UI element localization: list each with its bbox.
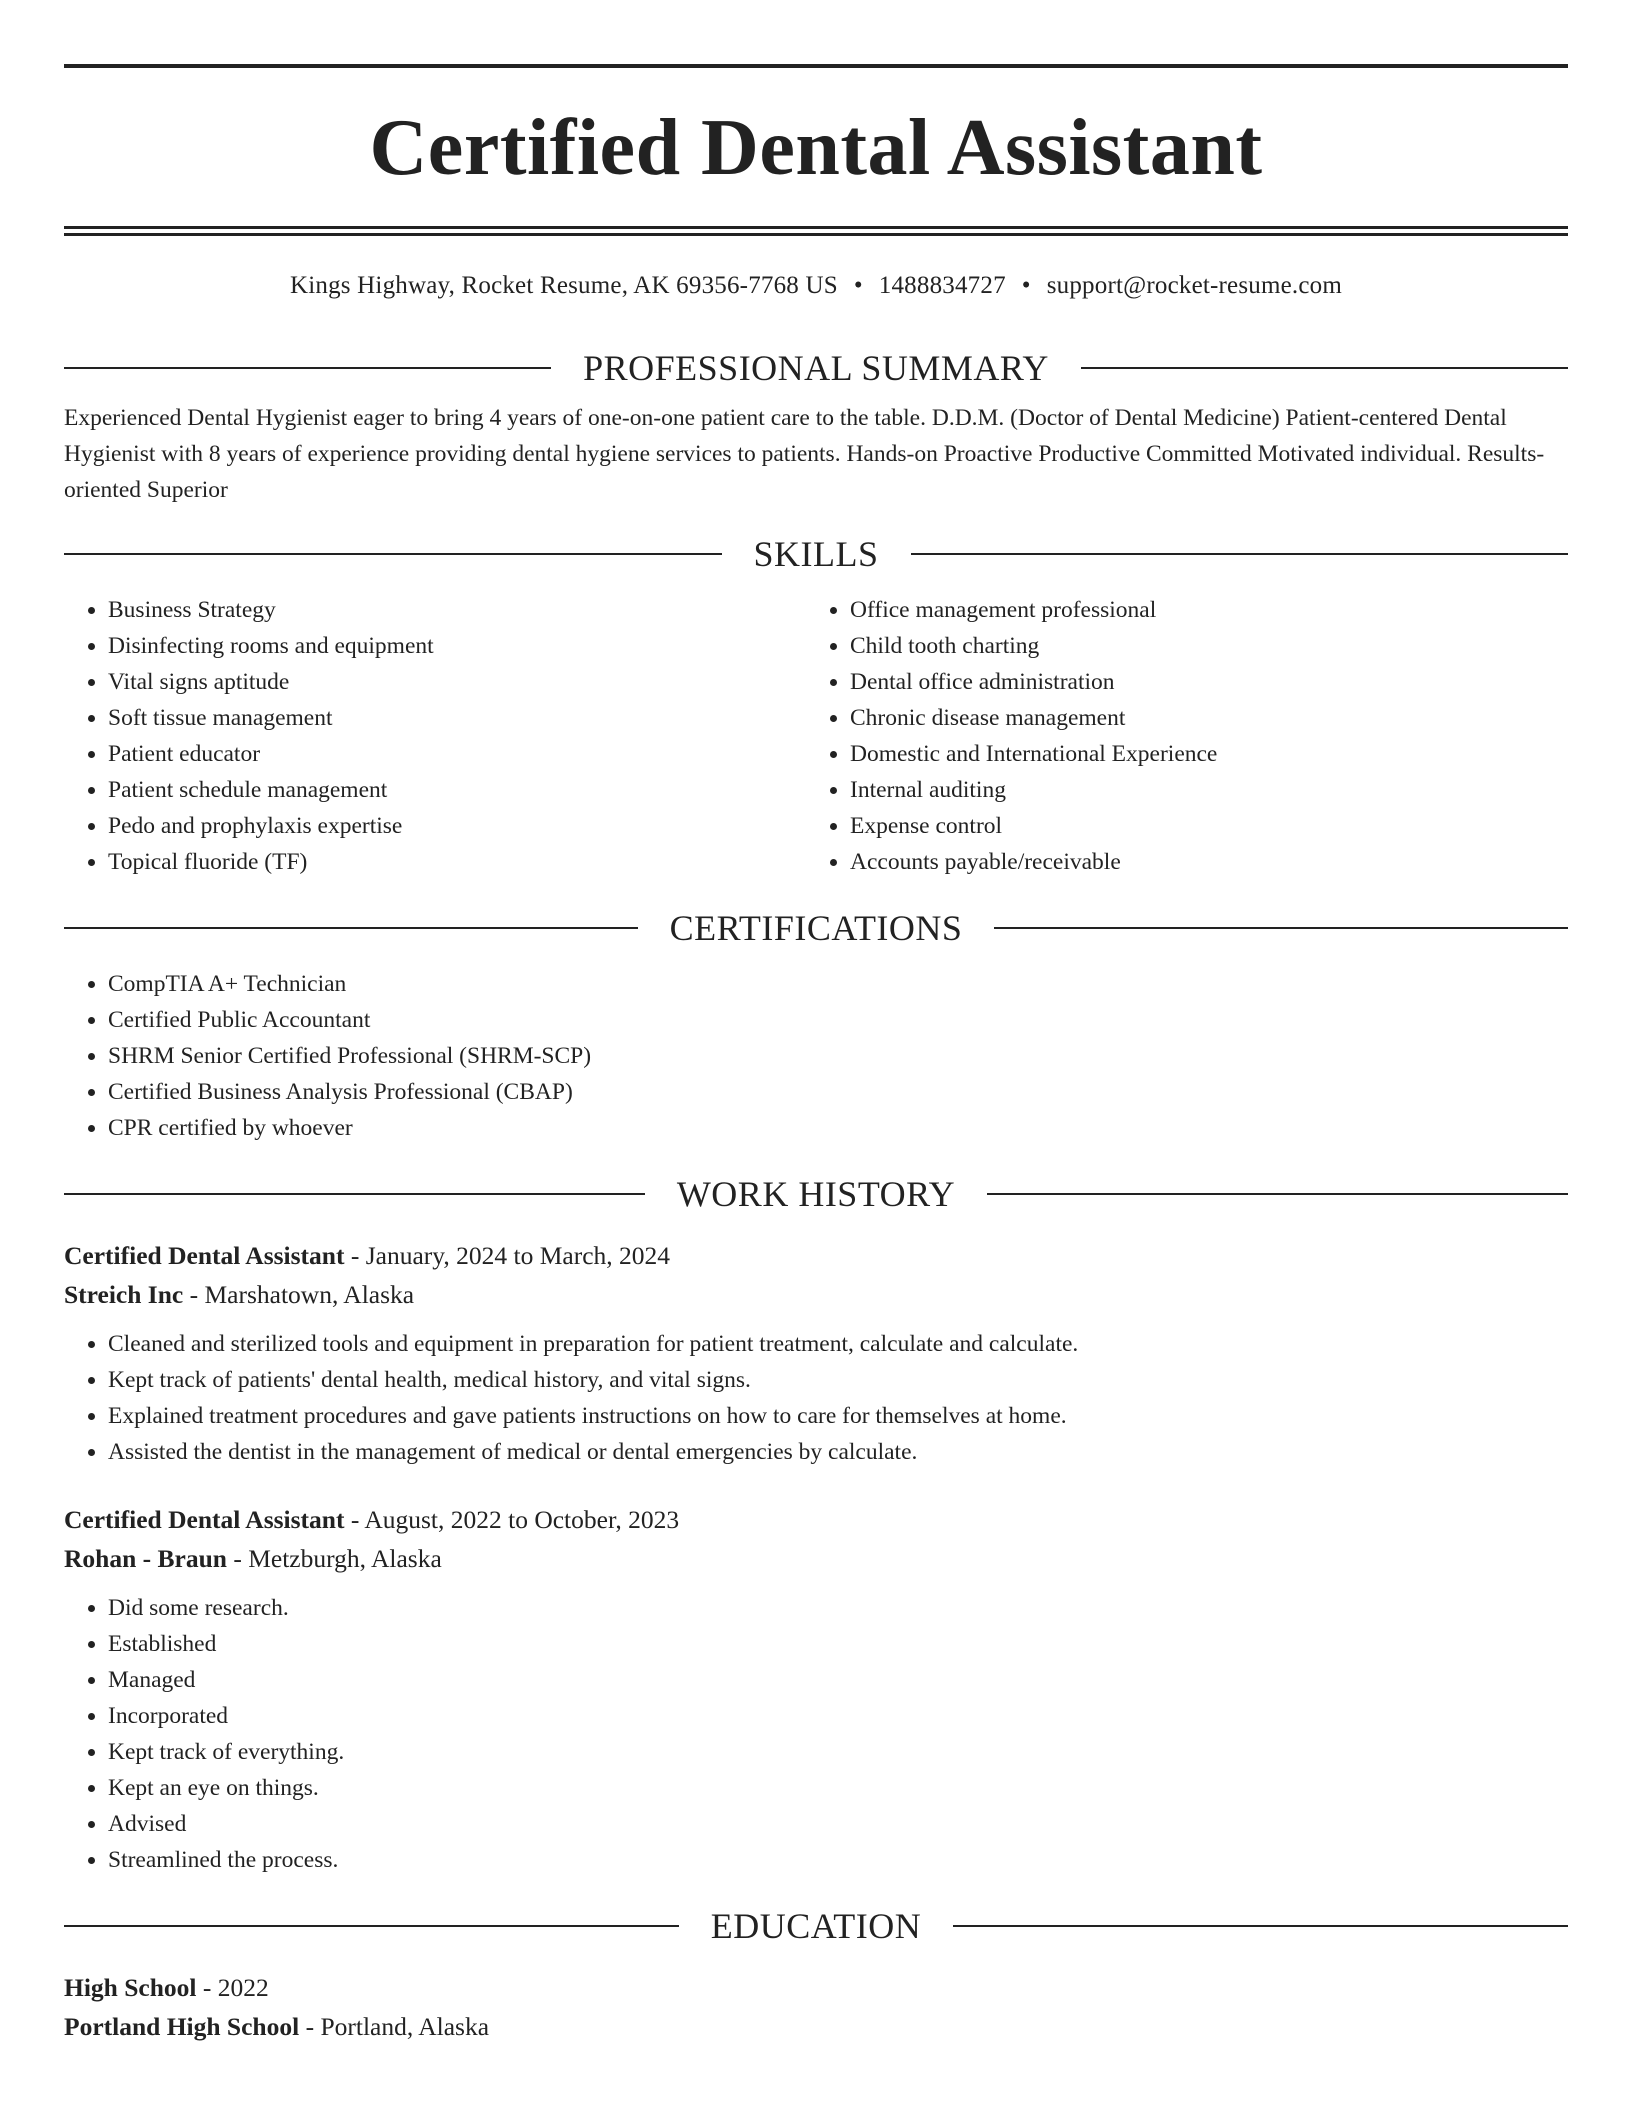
job-title-line [64,1500,1568,1539]
job-title: Certified Dental Assistant [64,1240,345,1270]
skills-grid [64,576,1568,880]
section-title: SKILLS [753,533,879,574]
section-heading-certifications [64,906,1568,950]
list-item: • Cleaned and sterilized tools and equipment in preparation for patient treatment, calculate and calculate. [108,1326,1568,1362]
list-item: • Certified Business Analysis Professional (CBAP) [108,1074,1568,1110]
list-item: • Kept track of everything. [108,1734,1568,1770]
education-school-line [64,2007,1568,2046]
job-duties-list [64,1590,1568,1878]
contact-line [64,270,1568,302]
list-item: • Domestic and International Experience [850,736,1612,772]
list-item: • CompTIA A+ Technician [108,966,1568,1002]
list-item: • Managed [108,1662,1568,1698]
section-heading-education [64,1904,1568,1948]
top-rule [64,64,1568,68]
job-company-line [64,1539,1568,1578]
job-dates: - August, 2022 to October, 2023 [344,1504,680,1534]
heading-rule [64,1925,679,1927]
list-item: • Child tooth charting [850,628,1612,664]
job-company: Rohan - Braun [64,1543,227,1573]
job-location: - Metzburgh, Alaska [226,1543,442,1573]
job-duties-list [64,1326,1568,1470]
contact-separator: • [853,272,863,299]
heading-rule [911,553,1569,555]
education-degree: High School [64,1972,197,2002]
list-item: • Office management professional [850,592,1612,628]
contact-phone: 1488834727 [878,272,1006,299]
double-rule [64,226,1568,236]
list-item: • Accounts payable/receivable [850,844,1612,880]
list-item: • Patient schedule management [108,772,806,808]
job-title-line [64,1236,1568,1275]
list-item: • Chronic disease management [850,700,1612,736]
education-school: Portland High School [64,2011,300,2041]
section-heading-skills [64,532,1568,576]
list-item: • Established [108,1626,1568,1662]
list-item: • Streamlined the process. [108,1842,1568,1878]
education-year: - 2022 [196,1972,269,2002]
heading-rule [64,927,638,929]
list-item: • Disinfecting rooms and equipment [108,628,806,664]
job-entry [64,1236,1568,1470]
resume-name: Certified Dental Assistant [369,104,1263,192]
certifications-list [64,966,1568,1146]
list-item: • Explained treatment procedures and gave patients instructions on how to care for themselves at home. [108,1398,1568,1434]
job-entry [64,1500,1568,1878]
list-item: • Topical fluoride (TF) [108,844,806,880]
skills-list-right [806,592,1612,880]
section-title: PROFESSIONAL SUMMARY [583,348,1049,388]
heading-rule [953,1925,1568,1927]
section-heading-work-history [64,1172,1568,1216]
list-item: • Advised [108,1806,1568,1842]
summary-text: Experienced Dental Hygienist eager to bring 4 years of one-on-one patient care to the table. D.D.M. (Doctor of Dental Medicine) Patient-centered Dental Hygienist with 8 years of experience providing dental hygiene services to patients. Hands-on Proactive Productive Committed Motivated individual. Results-oriented Superior [64,405,1545,503]
list-item: • Pedo and prophylaxis expertise [108,808,806,844]
education-degree-line [64,1968,1568,2007]
list-item: • Vital signs aptitude [108,664,806,700]
heading-rule [994,927,1568,929]
list-item: • Certified Public Accountant [108,1002,1568,1038]
list-item: • Internal auditing [850,772,1612,808]
list-item: • Business Strategy [108,592,806,628]
list-item: • Soft tissue management [108,700,806,736]
job-company: Streich Inc [64,1279,184,1309]
contact-separator: • [1021,272,1031,299]
resume-page [64,64,1568,2046]
list-item: • CPR certified by whoever [108,1110,1568,1146]
job-location: - Marshatown, Alaska [183,1279,415,1309]
heading-rule [64,553,722,555]
education-location: - Portland, Alaska [299,2011,490,2041]
heading-rule [1081,367,1568,369]
job-company-line [64,1275,1568,1314]
heading-rule [987,1193,1568,1195]
heading-rule [64,1193,645,1195]
job-dates: - January, 2024 to March, 2024 [344,1240,671,1270]
section-title: CERTIFICATIONS [669,907,963,948]
section-title: WORK HISTORY [676,1173,956,1214]
list-item: • Assisted the dentist in the management of medical or dental emergencies by calculate. [108,1434,1568,1470]
list-item: • Did some research. [108,1590,1568,1626]
list-item: • Kept track of patients' dental health, medical history, and vital signs. [108,1362,1568,1398]
list-item: • Incorporated [108,1698,1568,1734]
list-item: • Kept an eye on things. [108,1770,1568,1806]
skills-list-left [64,592,806,880]
job-title: Certified Dental Assistant [64,1504,345,1534]
contact-address: Kings Highway, Rocket Resume, AK 69356-7768 US [289,272,838,299]
section-title: EDUCATION [710,1905,922,1946]
education-entry [64,1968,1568,2046]
contact-email: support@rocket-resume.com [1046,272,1343,299]
heading-rule [64,367,551,369]
list-item: • SHRM Senior Certified Professional (SHRM-SCP) [108,1038,1568,1074]
list-item: • Dental office administration [850,664,1612,700]
list-item: • Expense control [850,808,1612,844]
section-heading-summary [64,346,1568,390]
list-item: • Patient educator [108,736,806,772]
